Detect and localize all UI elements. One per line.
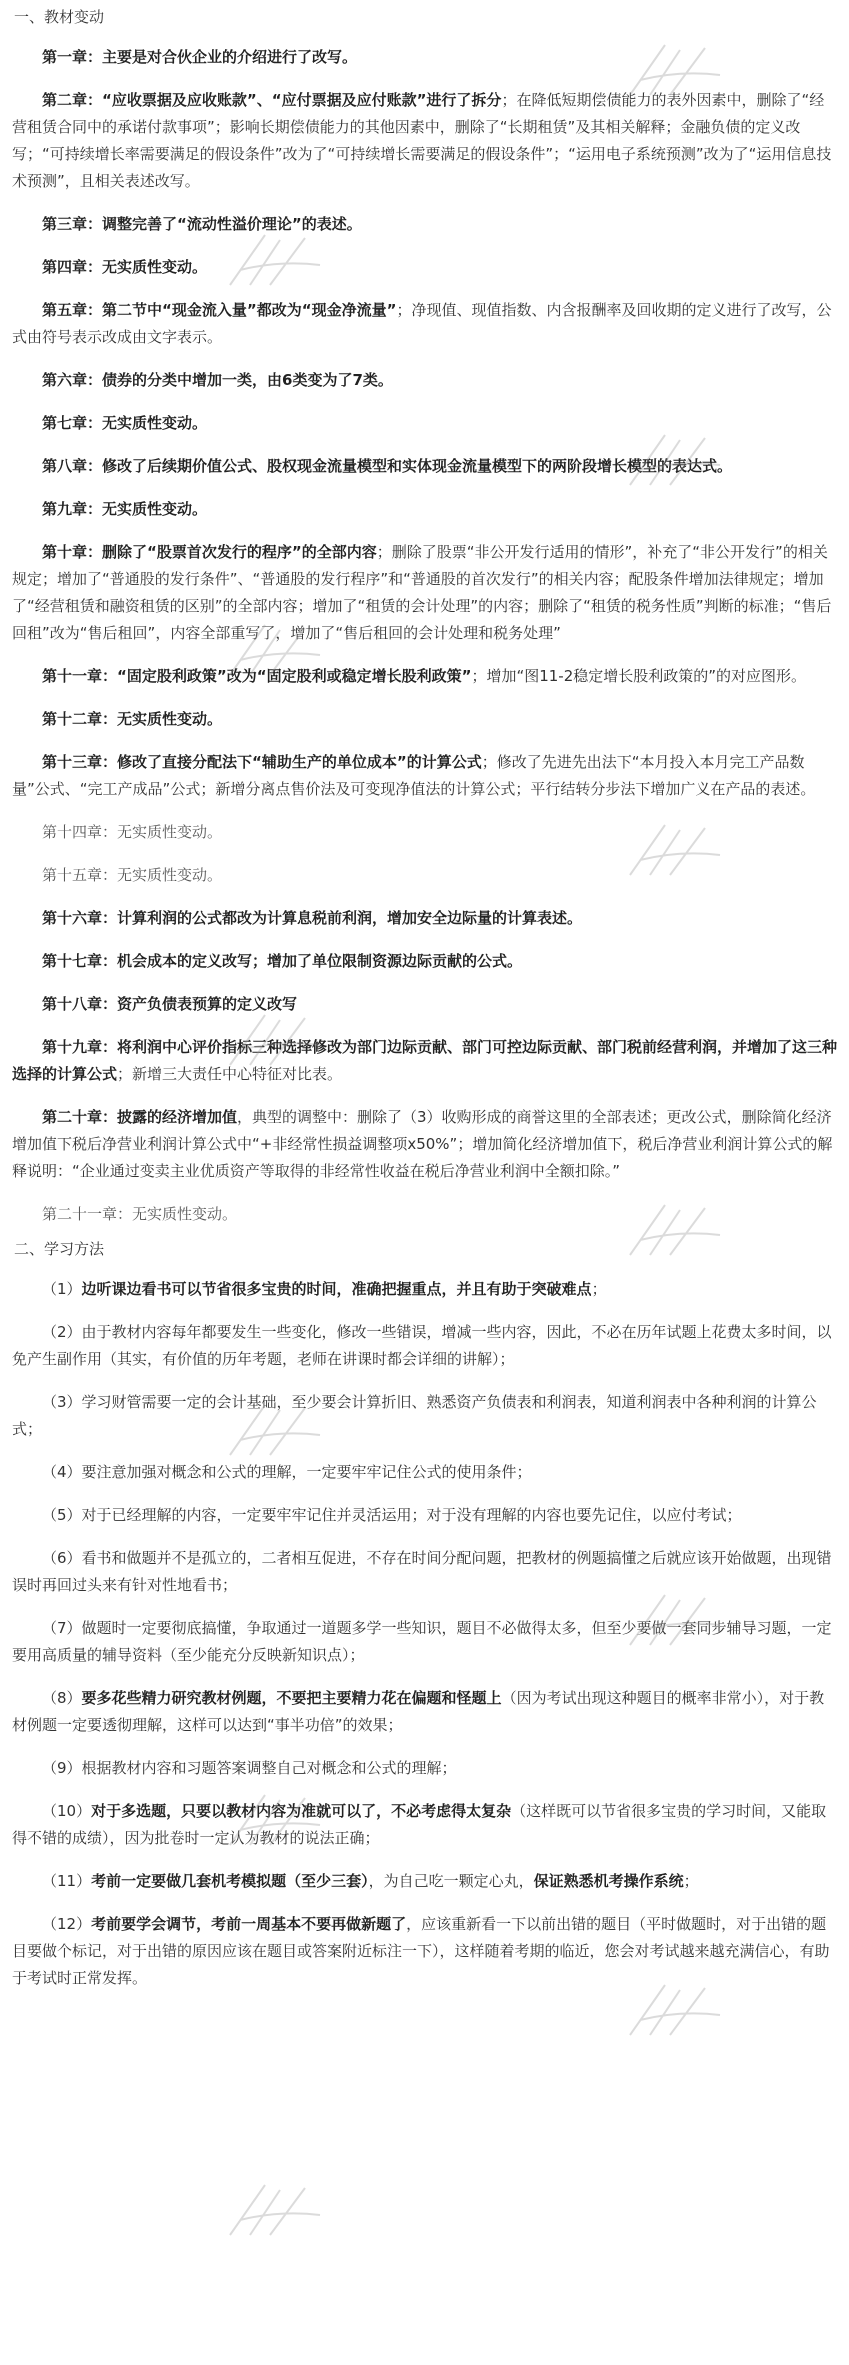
study-tip-paragraph <box>12 1685 837 1739</box>
chapter-change-paragraph <box>12 87 837 195</box>
tip-emphasis: 边听课边看书可以节省很多宝贵的时间，准确把握重点，并且有助于突破难点 <box>81 1280 592 1298</box>
chapter-detail: ；在降低短期偿债能力的表外因素中，删除了“经营租赁合同中的承诺付款事项”；影响长期偿债能力的其他因素中，删除了“长期租赁”及其相关解释；金融负债的定义改写；“可持续增长率需要满足的假设条件”改为了“可持续增长需要满足的假设条件”；“运用电子系统预测”改为了“运用信息技术预测”，且相关表述改写。 <box>12 91 832 190</box>
study-tip-paragraph <box>12 1755 837 1782</box>
tip-text: 学习财管需要一定的会计基础，至少要会计算折旧、熟悉资产负债表和利润表，知道利润表中各种利润的计算公式； <box>12 1393 817 1438</box>
chapter-detail: 第十五章：无实质性变动。 <box>42 866 223 884</box>
section-2-body <box>12 1260 837 1992</box>
study-tip-paragraph <box>12 1319 837 1373</box>
chapter-change-paragraph <box>12 44 837 71</box>
chapter-change-paragraph <box>12 1104 837 1185</box>
study-tip-paragraph <box>12 1545 837 1599</box>
chapter-detail: ；修改了先进先出法下“本月投入本月完工产品数量”公式、“完工产成品”公式；新增分离点售价法及可变现净值法的计算公式；平行结转分步法下增加广义在产品的表述。 <box>12 753 816 798</box>
tip-text: 根据教材内容和习题答案调整自己对概念和公式的理解； <box>81 1759 457 1777</box>
chapter-detail: ；删除了股票“非公开发行适用的情形”，补充了“非公开发行”的相关规定；增加了“普通股的发行条件”、“普通股的发行程序”和“普通股的首次发行”的相关内容；配股条件增加法律规定；增加了“经营租赁和融资租赁的区别”的全部内容；增加了“租赁的会计处理”的内容；删除了“租赁的税务性质”判断的标准；“售后回租”改为“售后租回”，内容全部重写了，增加了“售后租回的会计处理和税务处理” <box>12 543 832 642</box>
study-tip-paragraph <box>12 1911 837 1992</box>
tip-text: 做题时一定要彻底搞懂，争取通过一道题多学一些知识，题目不必做得太多，但至少要做一套同步辅导习题，一定要用高质量的辅导资料（至少能充分反映新知识点）； <box>12 1619 832 1664</box>
chapter-heading: 第八章：修改了后续期价值公式、股权现金流量模型和实体现金流量模型下的两阶段增长模型的表达式。 <box>42 457 733 475</box>
chapter-detail: ；新增三大责任中心特征对比表。 <box>117 1065 343 1083</box>
chapter-heading: 第二十章：披露的经济增加值 <box>42 1108 238 1126</box>
chapter-detail: ；增加“图11-2稳定增长股利政策的”的对应图形。 <box>471 667 807 685</box>
chapter-change-paragraph <box>12 948 837 975</box>
chapter-detail: 第十四章：无实质性变动。 <box>42 823 223 841</box>
chapter-change-paragraph <box>12 905 837 932</box>
chapter-change-paragraph <box>12 991 837 1018</box>
chapter-heading: 第十三章：修改了直接分配法下“辅助生产的单位成本”的计算公式 <box>42 753 482 771</box>
tip-emphasis: 保证熟悉机考操作系统 <box>533 1872 684 1890</box>
chapter-heading: 第五章：第二节中“现金流入量”都改为“现金净流量” <box>42 301 397 319</box>
tip-number: （12） <box>42 1915 92 1933</box>
tip-emphasis: 考前一定要做几套机考模拟题（至少三套） <box>91 1872 369 1890</box>
tip-number: （11） <box>42 1872 92 1890</box>
section-title: 二、学习方法 <box>14 1240 105 1258</box>
chapter-heading: 第一章：主要是对合伙企业的介绍进行了改写。 <box>42 48 358 66</box>
tip-text: ； <box>683 1872 699 1890</box>
study-tip-paragraph <box>12 1276 837 1303</box>
tip-number: （7） <box>42 1619 82 1637</box>
tip-text: ，为自己吃一颗定心丸， <box>368 1872 534 1890</box>
chapter-change-paragraph <box>12 410 837 437</box>
tip-text: 看书和做题并不是孤立的，二者相互促进，不存在时间分配问题，把教材的例题搞懂之后就应该开始做题，出现错误时再回过头来有针对性地看书； <box>12 1549 832 1594</box>
tip-text: ； <box>591 1280 607 1298</box>
tip-number: （5） <box>42 1506 82 1524</box>
chapter-heading: 第十八章：资产负债表预算的定义改写 <box>42 995 298 1013</box>
tip-number: （10） <box>42 1802 92 1820</box>
chapter-change-paragraph <box>12 1201 837 1228</box>
study-tip-paragraph <box>12 1389 837 1443</box>
chapter-detail: 第二十一章：无实质性变动。 <box>42 1205 238 1223</box>
chapter-change-paragraph <box>12 211 837 238</box>
chapter-change-paragraph <box>12 297 837 351</box>
tip-number: （6） <box>42 1549 82 1567</box>
tip-number: （9） <box>42 1759 82 1777</box>
chapter-change-paragraph <box>12 749 837 803</box>
tip-text: （因为考试出现这种题目的概率非常小），对于教材例题一定要透彻理解，这样可以达到“事半功倍”的效果； <box>12 1689 825 1734</box>
chapter-heading: 第十章：删除了“股票首次发行的程序”的全部内容 <box>42 543 377 561</box>
study-tip-paragraph <box>12 1868 837 1895</box>
document <box>12 0 837 1992</box>
tip-number: （2） <box>42 1323 82 1341</box>
chapter-detail: ；净现值、现值指数、内含报酬率及回收期的定义进行了改写，公式由符号表示改成由文字表示。 <box>12 301 832 346</box>
chapter-heading: 第十一章：“固定股利政策”改为“固定股利或稳定增长股利政策” <box>42 667 472 685</box>
chapter-heading: 第九章：无实质性变动。 <box>42 500 208 518</box>
chapter-heading: 第二章：“应收票据及应收账款”、“应付票据及应付账款”进行了拆分 <box>42 91 502 109</box>
section-1-body <box>12 28 837 1228</box>
chapter-change-paragraph <box>12 496 837 523</box>
tip-text: （这样既可以节省很多宝贵的学习时间，又能取得不错的成绩），因为批卷时一定认为教材的说法正确； <box>12 1802 827 1847</box>
chapter-heading: 第三章：调整完善了“流动性溢价理论”的表述。 <box>42 215 362 233</box>
study-tip-paragraph <box>12 1459 837 1486</box>
chapter-change-paragraph <box>12 819 837 846</box>
chapter-change-paragraph <box>12 254 837 281</box>
chapter-change-paragraph <box>12 1034 837 1088</box>
chapter-heading: 第六章：债券的分类中增加一类，由6类变为了7类。 <box>42 371 393 389</box>
chapter-heading: 第十七章：机会成本的定义改写；增加了单位限制资源边际贡献的公式。 <box>42 952 523 970</box>
chapter-heading: 第十二章：无实质性变动。 <box>42 710 223 728</box>
chapter-change-paragraph <box>12 663 837 690</box>
chapter-change-paragraph <box>12 539 837 647</box>
tip-number: （4） <box>42 1463 82 1481</box>
study-tip-paragraph <box>12 1615 837 1669</box>
tip-emphasis: 要多花些精力研究教材例题，不要把主要精力花在偏题和怪题上 <box>81 1689 502 1707</box>
tip-emphasis: 对于多选题，只要以教材内容为准就可以了，不必考虑得太复杂 <box>91 1802 512 1820</box>
chapter-change-paragraph <box>12 862 837 889</box>
chapter-heading: 第十六章：计算利润的公式都改为计算息税前利润，增加安全边际量的计算表述。 <box>42 909 583 927</box>
chapter-change-paragraph <box>12 367 837 394</box>
section-title: 一、教材变动 <box>14 8 105 26</box>
tip-text: 由于教材内容每年都要发生一些变化，修改一些错误，增减一些内容，因此，不必在历年试题上花费太多时间，以免产生副作用（其实，有价值的历年考题，老师在讲课时都会详细的讲解）； <box>12 1323 832 1368</box>
tip-text: 对于已经理解的内容，一定要牢牢记住并灵活运用；对于没有理解的内容也要先记住，以应付考试； <box>81 1506 742 1524</box>
chapter-change-paragraph <box>12 706 837 733</box>
tip-number: （1） <box>42 1280 82 1298</box>
chapter-detail: ，典型的调整中：删除了（3）收购形成的商誉这里的全部表述；更改公式，删除简化经济增加值下税后净营业利润计算公式中“+非经常性损益调整项x50%”；增加简化经济增加值下，税后净营业利润计算公式的解释说明：“企业通过变卖主业优质资产等取得的非经常性收益在税后净营业利润中全额扣除。” <box>12 1108 833 1180</box>
tip-number: （8） <box>42 1689 82 1707</box>
chapter-heading: 第七章：无实质性变动。 <box>42 414 208 432</box>
tip-emphasis: 考前要学会调节，考前一周基本不要再做新题了 <box>91 1915 407 1933</box>
tip-text: 要注意加强对概念和公式的理解，一定要牢牢记住公式的使用条件； <box>81 1463 532 1481</box>
tip-number: （3） <box>42 1393 82 1411</box>
watermark-sketch <box>220 2180 330 2240</box>
chapter-change-paragraph <box>12 453 837 480</box>
study-tip-paragraph <box>12 1502 837 1529</box>
tip-text: ，应该重新看一下以前出错的题目（平时做题时，对于出错的题目要做个标记，对于出错的原因应该在题目或答案附近标注一下），这样随着考期的临近，您会对考试越来越充满信心，有助于考试时正常发挥。 <box>12 1915 830 1987</box>
chapter-heading: 第十九章：将利润中心评价指标三种选择修改为部门边际贡献、部门可控边际贡献、部门税前经营利润，并增加了这三种选择的计算公式 <box>12 1038 838 1083</box>
chapter-heading: 第四章：无实质性变动。 <box>42 258 208 276</box>
study-tip-paragraph <box>12 1798 837 1852</box>
